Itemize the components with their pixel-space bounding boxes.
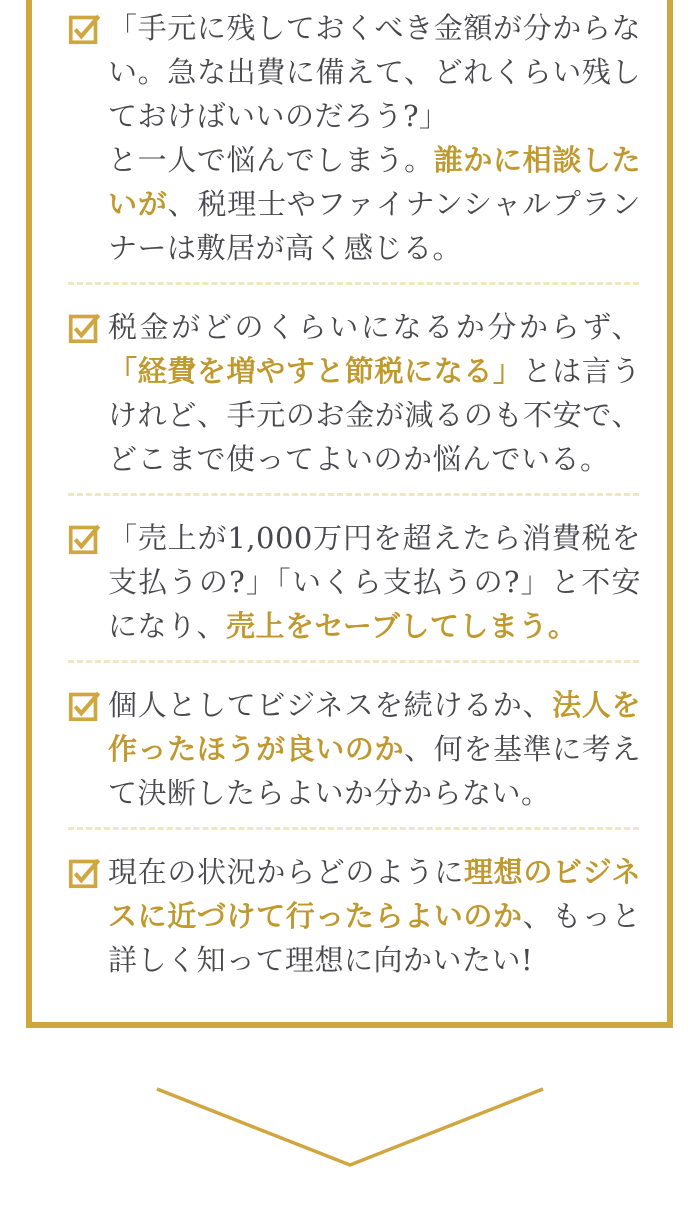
checked-checkbox-icon <box>68 12 101 45</box>
checklist-item-text <box>108 6 641 270</box>
checklist-item <box>68 6 641 270</box>
dashed-divider <box>68 493 639 496</box>
checklist-item-text <box>108 305 641 481</box>
checked-checkbox-icon <box>68 311 101 344</box>
text-segment: 、何を基準に考えて決断したらよいか分からない。 <box>108 732 641 810</box>
checklist-item <box>68 516 641 648</box>
checklist-item-text <box>108 850 641 982</box>
checklist-item-text <box>108 683 641 815</box>
checklist-item-text <box>108 516 641 648</box>
dashed-divider <box>68 282 639 285</box>
highlighted-text: 誰かに相談したいが <box>108 143 641 221</box>
checklist-item <box>68 305 641 481</box>
dashed-divider <box>68 660 639 663</box>
text-segment: 、税理士やファイナンシャルプランナーは敷居が高く感じる。 <box>108 187 641 265</box>
worry-checklist-box <box>26 0 673 1028</box>
highlighted-text: 「経費を増やすと節税になる」 <box>108 354 523 388</box>
text-segment: と一人で悩んでしまう。 <box>108 143 434 177</box>
checklist-item <box>68 850 641 982</box>
highlighted-text: 理想のビジネスに近づけて行ったらよいのか <box>108 855 641 933</box>
down-chevron-icon <box>155 1086 545 1168</box>
text-segment: 個人としてビジネスを続けるか、 <box>108 688 553 722</box>
checked-checkbox-icon <box>68 522 101 555</box>
checklist-item <box>68 683 641 815</box>
checked-checkbox-icon <box>68 689 101 722</box>
checklist <box>68 6 641 982</box>
text-segment: 現在の状況からどのように <box>108 855 465 889</box>
highlighted-text: 売上をセーブしてしまう。 <box>226 609 578 643</box>
text-segment: 、もっと詳しく知って理想に向かいたい! <box>108 899 641 977</box>
highlighted-text: 法人を作ったほうが良いのか <box>108 688 641 766</box>
text-segment: 税金がどのくらいになるか分からず、 <box>108 310 641 344</box>
text-segment: 「売上が1,000万円を超えたら消費税を支払うの?」「いくら支払うの?」と不安になり、 <box>108 521 641 643</box>
checked-checkbox-icon <box>68 856 101 889</box>
text-segment: とは言うけれど、手元のお金が減るのも不安で、どこまで使ってよいのか悩んでいる。 <box>108 354 641 476</box>
dashed-divider <box>68 827 639 830</box>
scroll-down-indicator <box>0 1086 700 1168</box>
text-segment: 「手元に残しておくべき金額が分からない。急な出費に備えて、どれくらい残しておけばいいのだろう?」 <box>108 11 641 133</box>
